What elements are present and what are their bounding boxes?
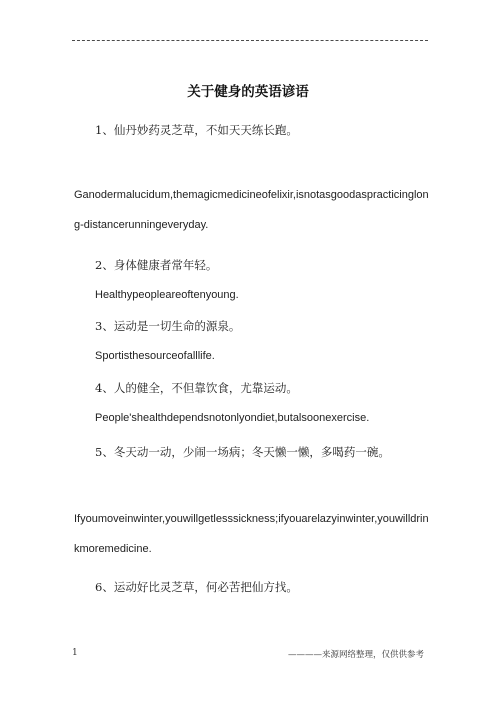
proverb-4-chinese: 4、人的健全，不但靠饮食，尤靠运动。 <box>95 381 298 395</box>
proverb-6-chinese: 6、运动好比灵芝草，何必苦把仙方找。 <box>95 580 298 594</box>
proverb-4-english: People'shealthdependsnotonlyondiet,butalsoonexercise. <box>95 412 370 424</box>
page-number: 1 <box>72 648 78 658</box>
proverb-1-english: Ganodermalucidum,themagicmedicineofelixir,isnotasgoodaspracticinglong-distancerunningeveryday. <box>74 189 429 231</box>
proverb-3-chinese: 3、运动是一切生命的源泉。 <box>95 319 241 333</box>
proverb-5-english: Ifyoumoveinwinter,youwillgetlesssickness;ifyouarelazyinwinter,youwilldrinkmoremedicine. <box>74 513 429 555</box>
proverb-2-english: Healthypeopleareoftenyoung. <box>95 289 239 301</box>
document-title: 关于健身的英语谚语 <box>187 84 309 100</box>
proverb-2-chinese: 2、身体健康者常年轻。 <box>95 258 218 272</box>
proverb-5-chinese: 5、冬天动一动，少闹一场病；冬天懒一懒，多喝药一碗。 <box>95 445 390 459</box>
footer-source-note: ————来源网络整理，仅供供参考 <box>287 650 424 660</box>
header-dashed-rule <box>72 40 428 41</box>
proverb-1-chinese: 1、仙丹妙药灵芝草，不如天天练长跑。 <box>95 123 298 137</box>
proverb-3-english: Sportisthesourceofalllife. <box>95 350 215 362</box>
